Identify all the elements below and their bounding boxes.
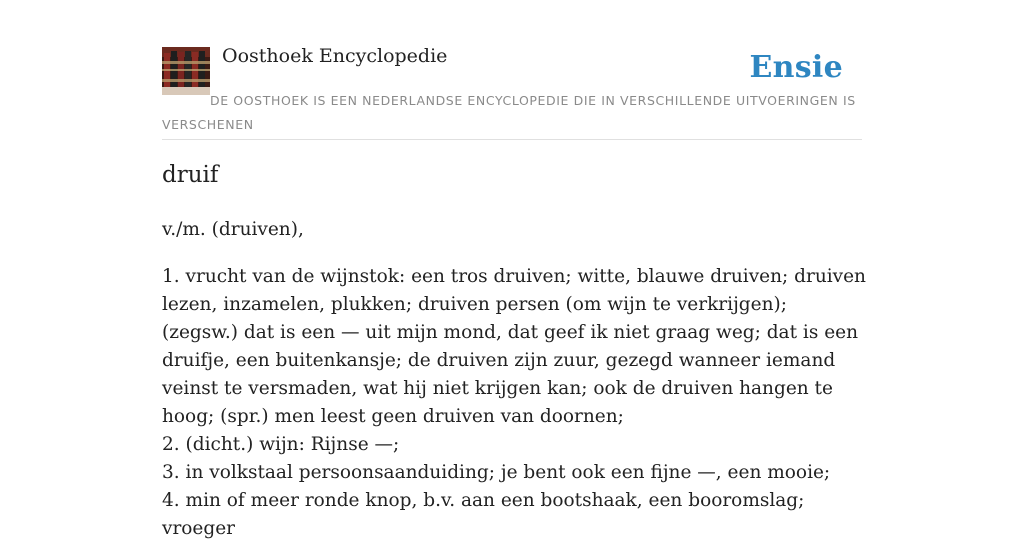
encyclopedia-books-icon	[162, 47, 210, 95]
definition-item: 2. (dicht.) wijn: Rijnse —;	[162, 434, 400, 455]
entry-definitions	[162, 263, 867, 543]
entry-grammar: v./m. (druiven),	[162, 219, 304, 240]
entry-body	[162, 216, 867, 543]
source-title[interactable]: Oosthoek Encyclopedie	[222, 45, 448, 67]
definition-item: 4. min of meer ronde knop, b.v. aan een bootshaak, een booromslag; vroeger	[162, 490, 805, 539]
definition-item: 1. vrucht van de wijnstok: een tros druiven; witte, blauwe druiven; druiven lezen, inzamelen, plukken; druiven persen (om wijn te verkrijgen); (zegsw.) dat is een — uit mijn mond, dat geef ik niet graag weg; dat is een druifje, een buitenkansje; de druiven zijn zuur, gezegd wanneer iemand veinst te versmaden, wat hij niet krijgen kan; ook de druiven hangen te hoog; (spr.) men leest geen druiven van doornen;	[162, 266, 866, 427]
definition-item: 3. in volkstaal persoonsaanduiding; je bent ook een fijne —, een mooie;	[162, 462, 831, 483]
entry-title: druif	[162, 162, 219, 188]
source-avatar[interactable]	[162, 47, 210, 95]
header-divider	[162, 139, 862, 140]
source-description: DE OOSTHOEK IS EEN NEDERLANDSE ENCYCLOPEDIE DIE IN VERSCHILLENDE UITVOERINGEN IS VERSCHENEN	[162, 93, 856, 132]
ensie-logo[interactable]: Ensie	[749, 50, 843, 85]
